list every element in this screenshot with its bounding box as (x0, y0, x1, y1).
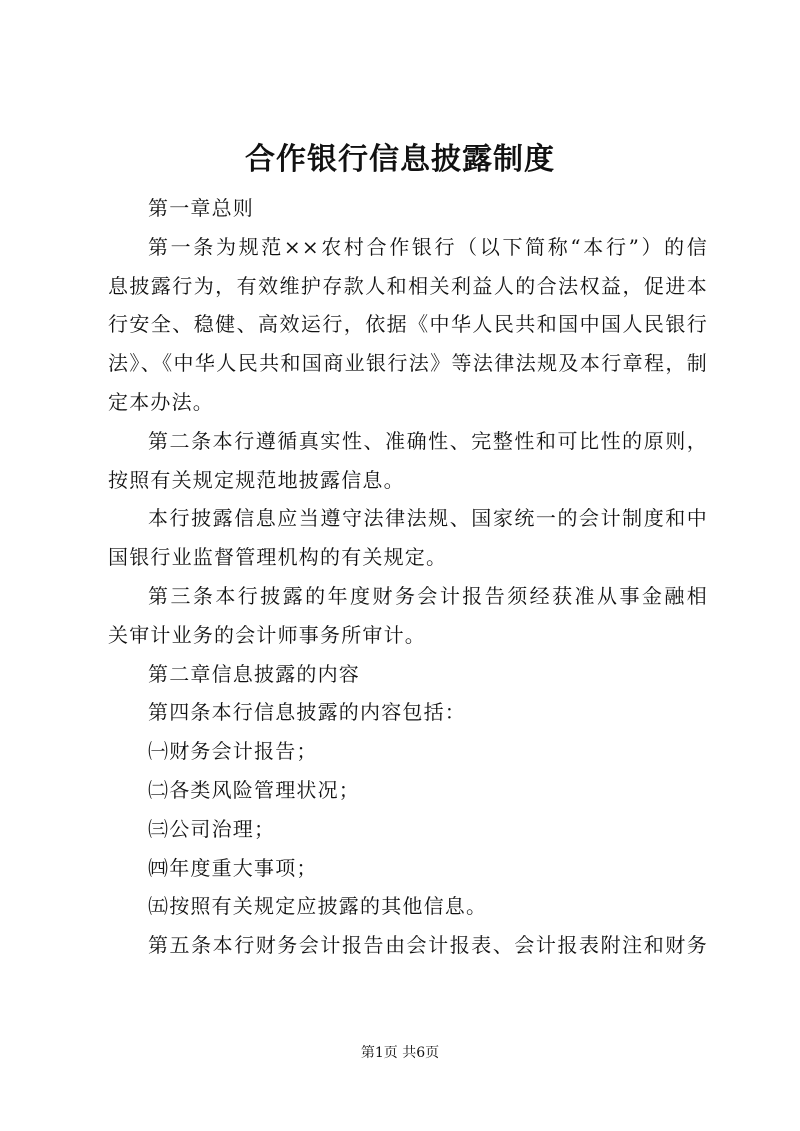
list-item: ㈠财务会计报告； (148, 739, 318, 764)
paragraph-line: 第三条本行披露的年度财务会计报告须经获准从事金融相 (148, 583, 708, 608)
paragraph-line: 按照有关规定规范地披露信息。 (108, 467, 405, 492)
list-item: ㈡各类风险管理状况； (148, 777, 360, 802)
paragraph-line: 国银行业监督管理机构的有关规定。 (108, 545, 448, 570)
paragraph-line: 息披露行为，有效维护存款人和相关利益人的合法权益，促进本 (108, 273, 708, 298)
document-title: 合作银行信息披露制度 (245, 142, 555, 177)
paragraph-line: 定本办法。 (108, 389, 214, 414)
list-item: ㈣年度重大事项； (148, 855, 318, 880)
chapter-heading: 第二章信息披露的内容 (148, 661, 360, 686)
chapter-heading: 第一章总则 (148, 196, 254, 220)
list-item: ㈤按照有关规定应披露的其他信息。 (148, 894, 488, 919)
paragraph-line: 第一条为规范××农村合作银行（以下简称“本行”）的信 (148, 234, 708, 259)
list-item: ㈢公司治理； (148, 816, 276, 841)
paragraph-line: 本行披露信息应当遵守法律法规、国家统一的会计制度和中 (148, 506, 708, 531)
paragraph-line: 第五条本行财务会计报告由会计报表、会计报表附注和财务 (148, 933, 708, 958)
paragraph-line: 第四条本行信息披露的内容包括： (148, 700, 466, 725)
document-body (108, 189, 708, 965)
paragraph-line: 第二条本行遵循真实性、准确性、完整性和可比性的原则， (148, 428, 708, 453)
paragraph-line: 行安全、稳健、高效运行，依据《中华人民共和国中国人民银行 (108, 312, 708, 337)
paragraph-line: 法》、《中华人民共和国商业银行法》等法律法规及本行章程，制 (108, 351, 708, 376)
paragraph-line: 关审计业务的会计师事务所审计。 (108, 622, 426, 647)
page-number: 第1页 共6页 (360, 1045, 440, 1061)
